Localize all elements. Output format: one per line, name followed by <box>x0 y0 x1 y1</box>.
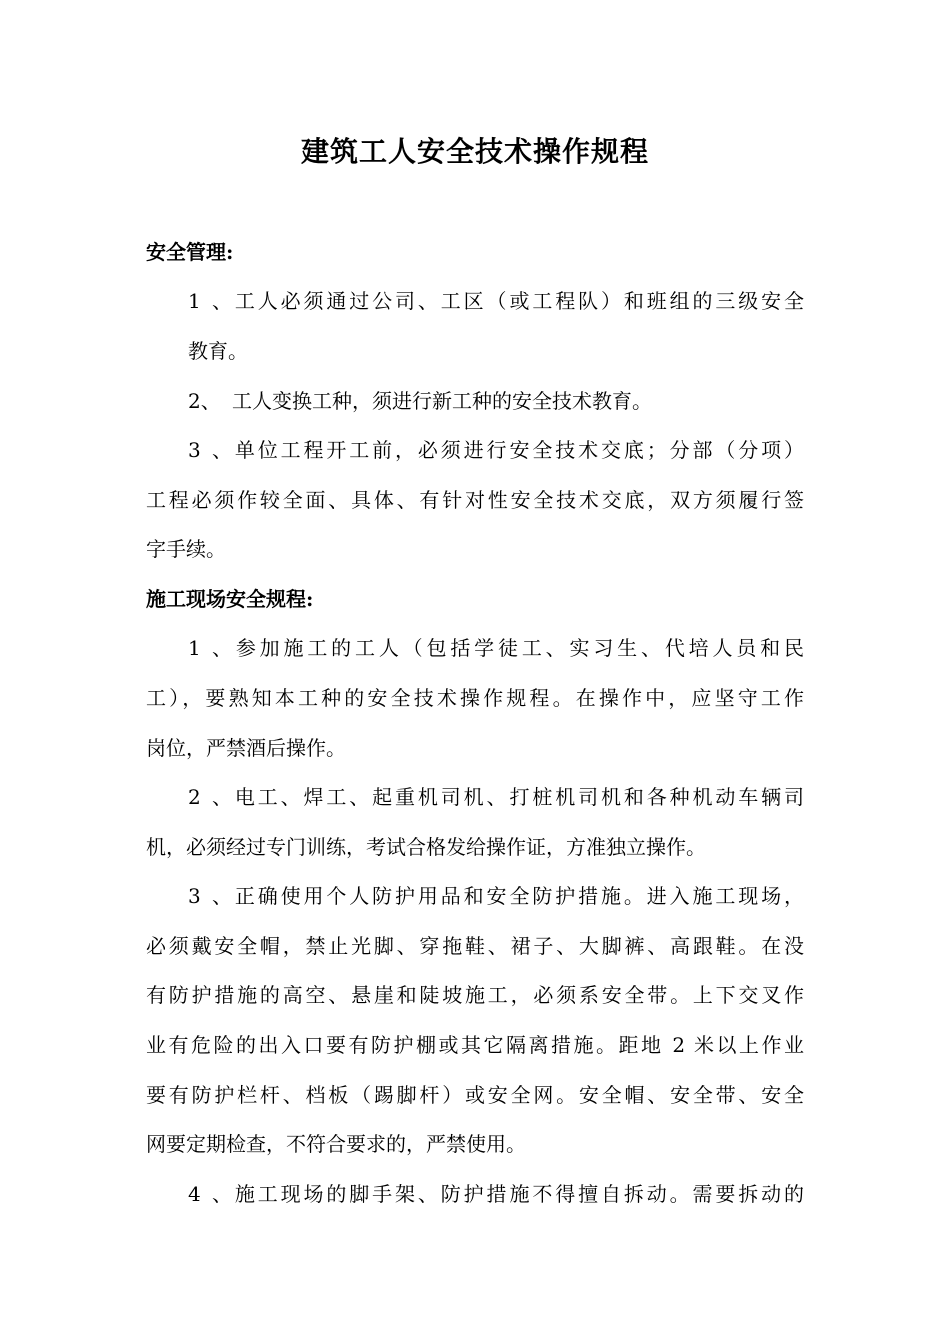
item-number: 3、 <box>188 438 232 462</box>
item-number: 1、 <box>188 289 232 313</box>
paragraph-line: 要有防护栏杆、档板（踢脚杆）或安全网。安全帽、安全带、安全 <box>146 1083 804 1107</box>
item-number: 3、 <box>188 884 232 908</box>
paragraph-line: 岗位，严禁酒后操作。 <box>146 736 346 760</box>
paragraph-line: 机，必须经过专门训练，考试合格发给操作证，方准独立操作。 <box>146 835 706 859</box>
paragraph-line: 网要定期检查，不符合要求的，严禁使用。 <box>146 1132 526 1156</box>
item-number: 4、 <box>188 1182 232 1206</box>
item-number: 1、 <box>188 636 232 660</box>
item-number: 2、 <box>188 785 232 809</box>
paragraph-line <box>188 286 804 316</box>
paragraph-line: 字手续。 <box>146 537 226 561</box>
paragraph-line: 工），要熟知本工种的安全技术操作规程。在操作中，应坚守工作 <box>146 686 804 710</box>
paragraph-line <box>188 881 804 911</box>
paragraph-line: 业有危险的出入口要有防护棚或其它隔离措施。距地 2 米以上作业 <box>146 1033 804 1057</box>
item-text: 电工、焊工、起重机司机、打桩机司机和各种机动车辆司 <box>232 785 804 809</box>
paragraph-line <box>188 386 652 416</box>
section-heading-site-safety-rules: 施工现场安全规程: <box>146 587 314 611</box>
section-heading-safety-management: 安全管理: <box>146 240 234 264</box>
item-number: 2、 <box>188 389 221 413</box>
item-text: 工人必须通过公司、工区（或工程队）和班组的三级安全 <box>232 289 804 313</box>
item-text: 单位工程开工前，必须进行安全技术交底；分部（分项） <box>232 438 804 462</box>
item-text: 工人变换工种，须进行新工种的安全技术教育。 <box>232 389 652 413</box>
item-text: 参加施工的工人（包括学徒工、实习生、代培人员和民 <box>232 636 804 660</box>
paragraph-line: 教育。 <box>188 339 248 363</box>
paragraph-line: 有防护措施的高空、悬崖和陡坡施工，必须系安全带。上下交叉作 <box>146 983 804 1007</box>
paragraph-line <box>188 435 804 465</box>
paragraph-line: 必须戴安全帽，禁止光脚、穿拖鞋、裙子、大脚裤、高跟鞋。在没 <box>146 934 804 958</box>
document-title: 建筑工人安全技术操作规程 <box>300 135 649 168</box>
item-text: 施工现场的脚手架、防护措施不得擅自拆动。需要拆动的 <box>232 1182 804 1206</box>
paragraph-line <box>188 1179 804 1209</box>
item-text: 正确使用个人防护用品和安全防护措施。进入施工现场， <box>232 884 804 908</box>
paragraph-line <box>188 782 804 812</box>
paragraph-line: 工程必须作较全面、具体、有针对性安全技术交底，双方须履行签 <box>146 488 804 512</box>
paragraph-line <box>188 633 804 663</box>
